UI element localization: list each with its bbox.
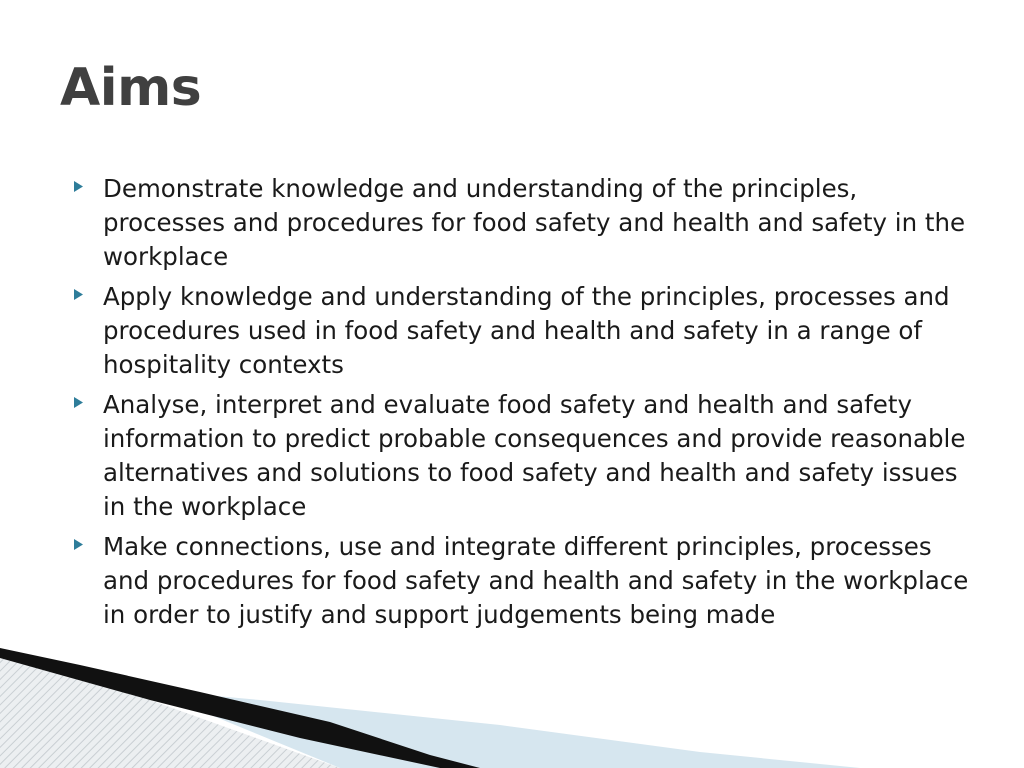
triangle-right-icon <box>74 289 83 300</box>
bullet-text: Apply knowledge and understanding of the principles, processes and procedures used in food safety and health and safety in a range of hospitality contexts <box>103 282 950 379</box>
decorative-wave-graphic <box>0 630 1024 768</box>
bullet-item <box>74 530 974 632</box>
bullet-item <box>74 280 974 382</box>
triangle-right-icon <box>74 539 83 550</box>
bullet-item <box>74 388 974 524</box>
bullet-text: Make connections, use and integrate different principles, processes and procedures for food safety and health and safety in the workplace in order to justify and support judgements being made <box>103 532 969 629</box>
bullet-item <box>74 172 974 274</box>
triangle-right-icon <box>74 397 83 408</box>
bullet-text: Demonstrate knowledge and understanding of the principles, processes and procedures for food safety and health and safety in the workplace <box>103 174 966 271</box>
bullet-list <box>74 172 974 638</box>
bullet-text: Analyse, interpret and evaluate food safety and health and safety information to predict probable consequences and provide reasonable alternatives and solutions to food safety and health and safety issues in the workplace <box>103 390 966 521</box>
slide-title: Aims <box>60 58 202 118</box>
triangle-right-icon <box>74 181 83 192</box>
